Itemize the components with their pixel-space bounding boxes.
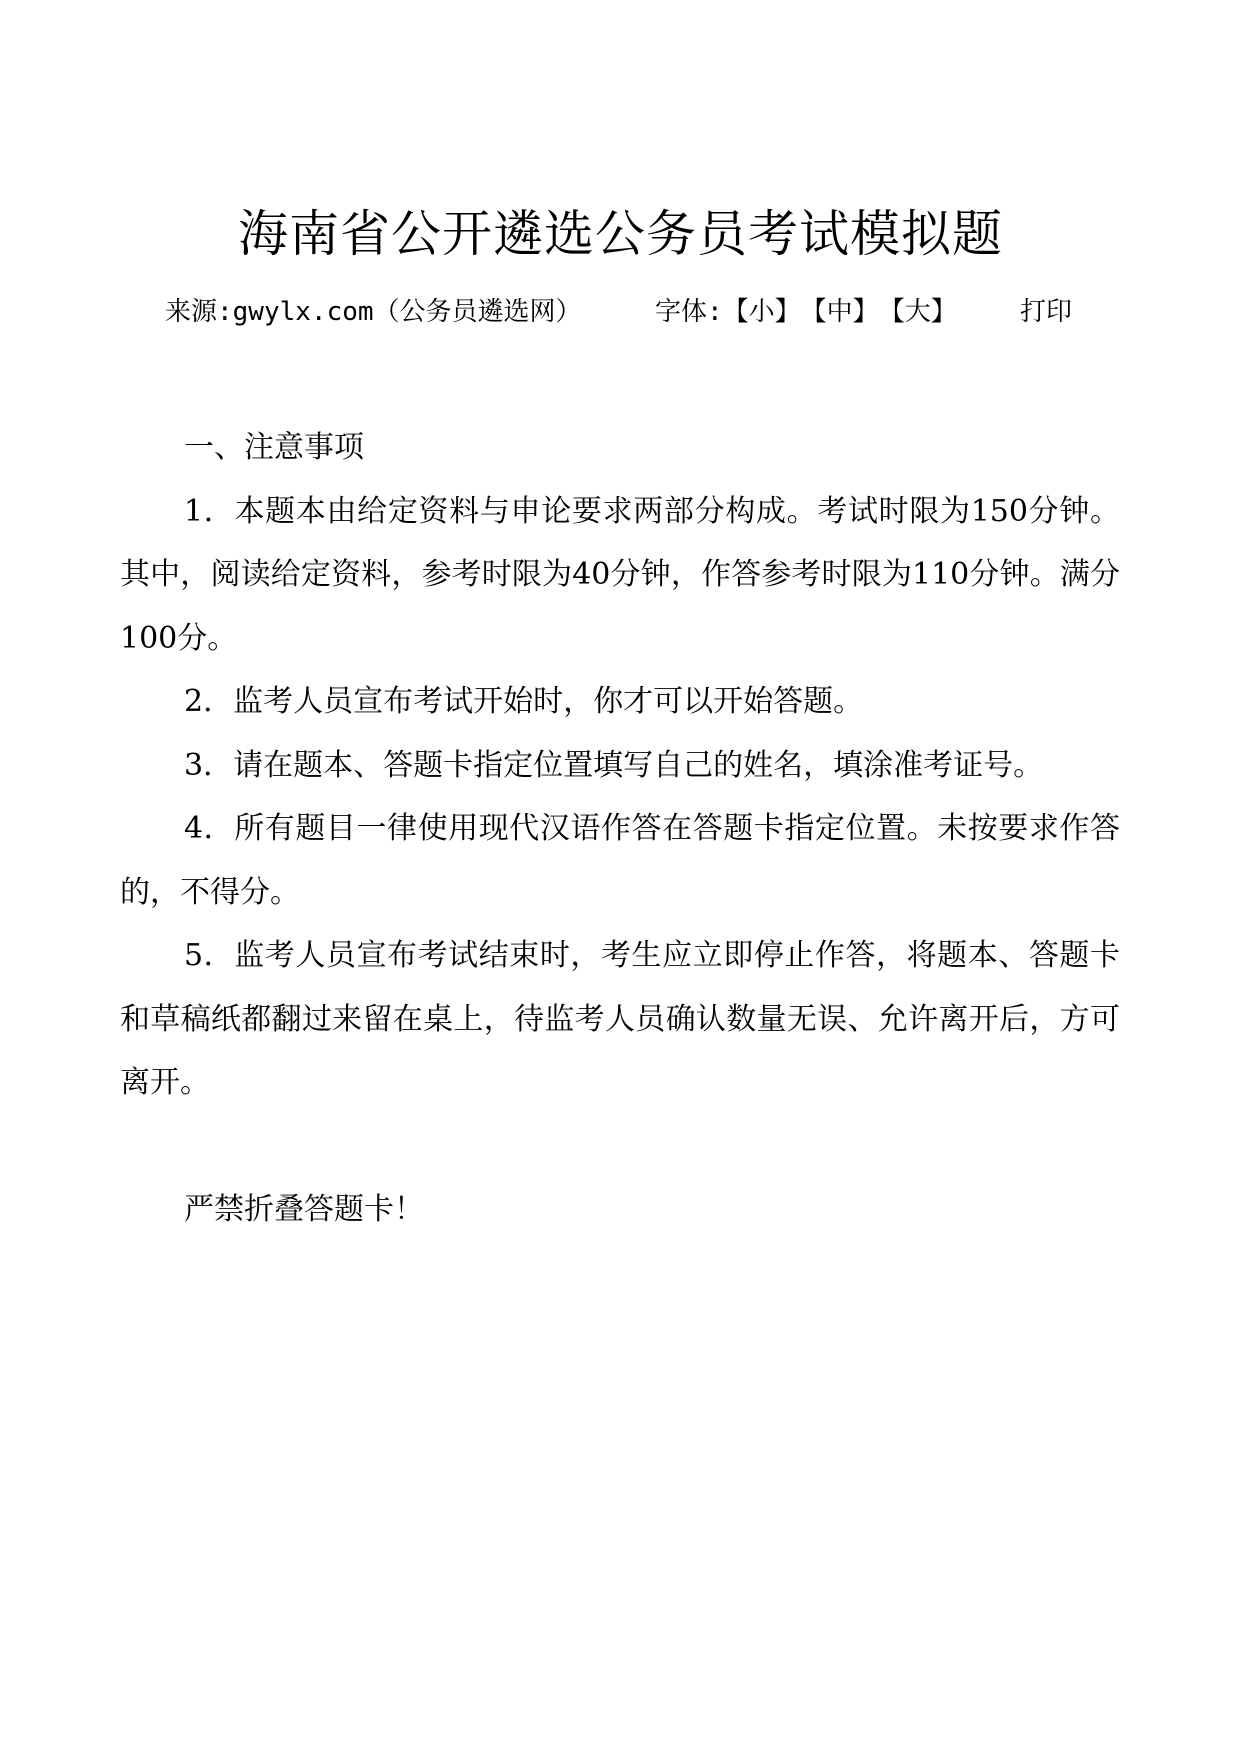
- font-size-label: 字体:: [655, 297, 723, 327]
- instruction-item-3: 3．请在题本、答题卡指定位置填写自己的姓名，填涂准考证号。: [184, 747, 1044, 783]
- font-size-large-button[interactable]: 【大】: [878, 297, 957, 327]
- instruction-item-5: 5．监考人员宣布考试结束时，考生应立即停止作答，将题本、答题卡和草稿纸都翻过来留在桌上，待监考人员确认数量无误、允许离开后，方可离开。: [120, 938, 1120, 1100]
- print-button[interactable]: 打印: [1020, 297, 1073, 327]
- font-size-selector: [655, 292, 957, 332]
- source-info: [165, 292, 582, 332]
- font-size-medium-button[interactable]: 【中】: [800, 297, 879, 327]
- instruction-item-2: 2．监考人员宣布考试开始时，你才可以开始答题。: [184, 684, 864, 719]
- document-body: [120, 416, 1120, 1242]
- source-link[interactable]: gwylx.com（公务员遴选网）: [232, 297, 582, 327]
- font-size-small-button[interactable]: 【小】: [722, 297, 801, 327]
- page-title: 海南省公开遴选公务员考试模拟题: [238, 204, 1003, 263]
- instruction-item-4: 4．所有题目一律使用现代汉语作答在答题卡指定位置。未按要求作答的，不得分。: [120, 811, 1120, 910]
- instruction-item-1: 1．本题本由给定资料与申论要求两部分构成。考试时限为150分钟。其中，阅读给定资料，参考时限为40分钟，作答参考时限为110分钟。满分100分。: [120, 493, 1120, 656]
- section-heading: 一、注意事项: [184, 430, 364, 465]
- source-label: 来源:: [165, 297, 233, 327]
- closing-notice: 严禁折叠答题卡！: [184, 1192, 424, 1227]
